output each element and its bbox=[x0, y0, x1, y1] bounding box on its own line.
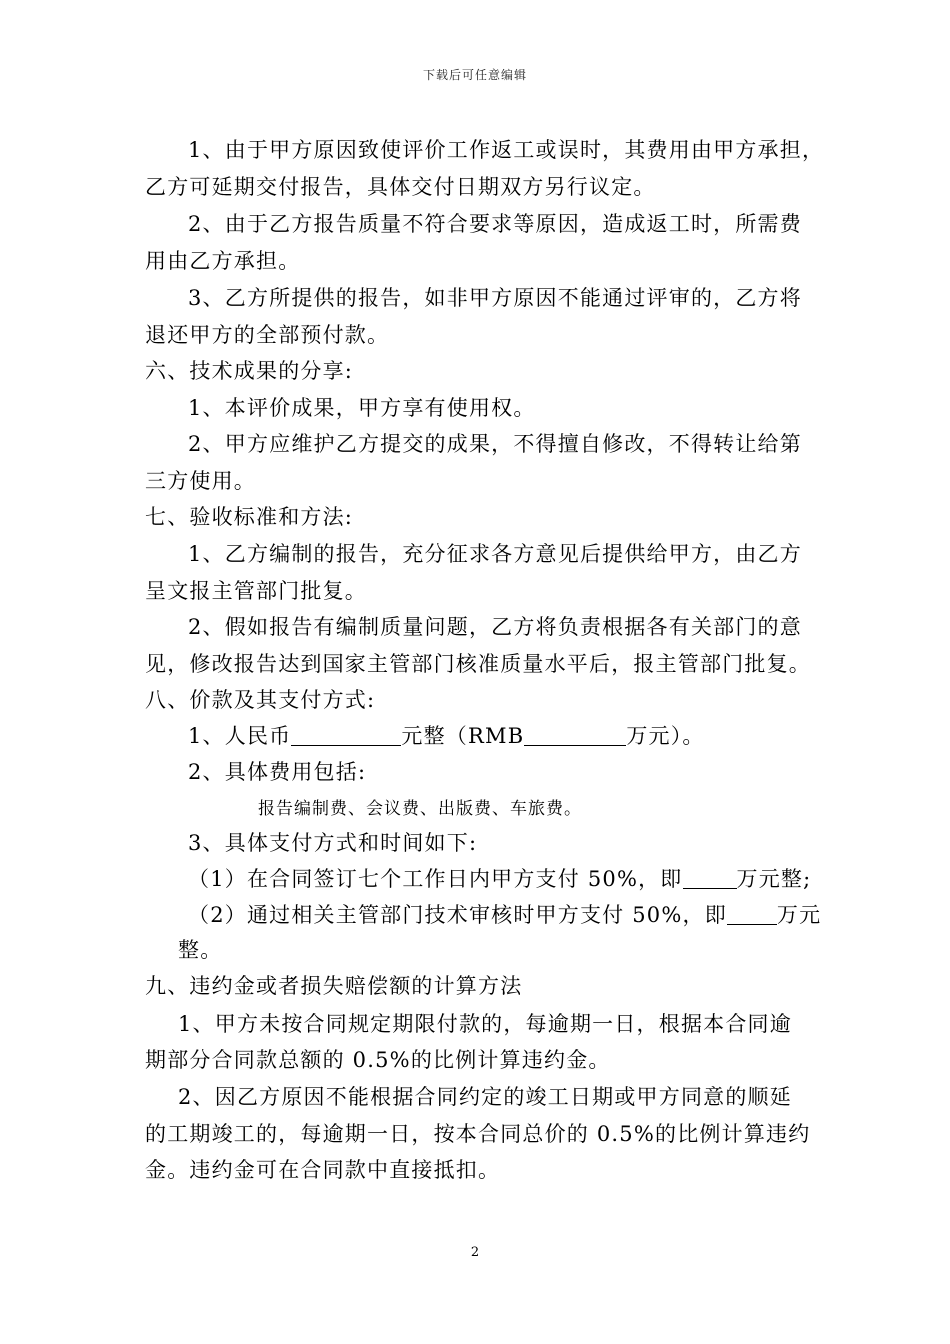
text-line: 2、甲方应维护乙方提交的成果，不得擅自修改，不得转让给第 bbox=[188, 432, 802, 456]
text-line: 退还甲方的全部预付款。 bbox=[145, 323, 390, 347]
text-line: 1、乙方编制的报告，充分征求各方意见后提供给甲方，由乙方 bbox=[188, 542, 802, 566]
amount-blank bbox=[524, 723, 626, 746]
text-line: 呈文报主管部门批复。 bbox=[145, 579, 367, 603]
text-line: 金。违约金可在合同款中直接抵扣。 bbox=[145, 1158, 501, 1182]
text-line: 1、甲方未按合同规定期限付款的，每逾期一日，根据本合同逾 bbox=[178, 1012, 792, 1036]
payment-line-1: （1）在合同签订七个工作日内甲方支付 50%，即 万元整; bbox=[188, 867, 812, 891]
text-line: 整。 bbox=[178, 938, 223, 962]
section-heading: 六、技术成果的分享: bbox=[145, 359, 354, 383]
amount-blank bbox=[291, 723, 401, 746]
payment-line-2: （2）通过相关主管部门技术审核时甲方支付 50%，即 万元 bbox=[188, 903, 822, 927]
amount-blank bbox=[727, 902, 777, 925]
text-line: 期部分合同款总额的 0.5%的比例计算违约金。 bbox=[145, 1048, 611, 1072]
text-line: 见，修改报告达到国家主管部门核准质量水平后，报主管部门批复。 bbox=[145, 652, 811, 676]
section-heading: 七、验收标准和方法: bbox=[145, 505, 354, 529]
text-line: 1、本评价成果，甲方享有使用权。 bbox=[188, 396, 536, 420]
section-heading: 九、违约金或者损失赔偿额的计算方法 bbox=[145, 974, 523, 998]
text-line: 3、乙方所提供的报告，如非甲方原因不能通过评审的，乙方将 bbox=[188, 286, 802, 310]
section-heading: 八、价款及其支付方式: bbox=[145, 688, 376, 712]
text-line: 2、假如报告有编制质量问题，乙方将负责根据各有关部门的意 bbox=[188, 615, 802, 639]
text-line: 的工期竣工的，每逾期一日，按本合同总价的 0.5%的比例计算违约 bbox=[145, 1122, 811, 1146]
amount-blank bbox=[683, 866, 737, 889]
text-line: 2、因乙方原因不能根据合同约定的竣工日期或甲方同意的顺延 bbox=[178, 1085, 792, 1109]
text-line: 2、具体费用包括: bbox=[188, 760, 367, 784]
price-line: 1、人民币 元整（RMB 万元）。 bbox=[188, 724, 705, 748]
fee-items: 报告编制费、会议费、出版费、车旅费。 bbox=[258, 799, 582, 819]
text-line: 乙方可延期交付报告，具体交付日期双方另行议定。 bbox=[145, 175, 656, 199]
page-header: 下载后可任意编辑 bbox=[422, 68, 527, 82]
text-line: 1、由于甲方原因致使评价工作返工或误时，其费用由甲方承担， bbox=[188, 138, 825, 162]
text-line: 三方使用。 bbox=[145, 469, 256, 493]
text-line: 2、由于乙方报告质量不符合要求等原因，造成返工时，所需费 bbox=[188, 212, 802, 236]
text-line: 3、具体支付方式和时间如下: bbox=[188, 831, 478, 855]
page-number: 2 bbox=[470, 1245, 480, 1260]
text-line: 用由乙方承担。 bbox=[145, 249, 301, 273]
